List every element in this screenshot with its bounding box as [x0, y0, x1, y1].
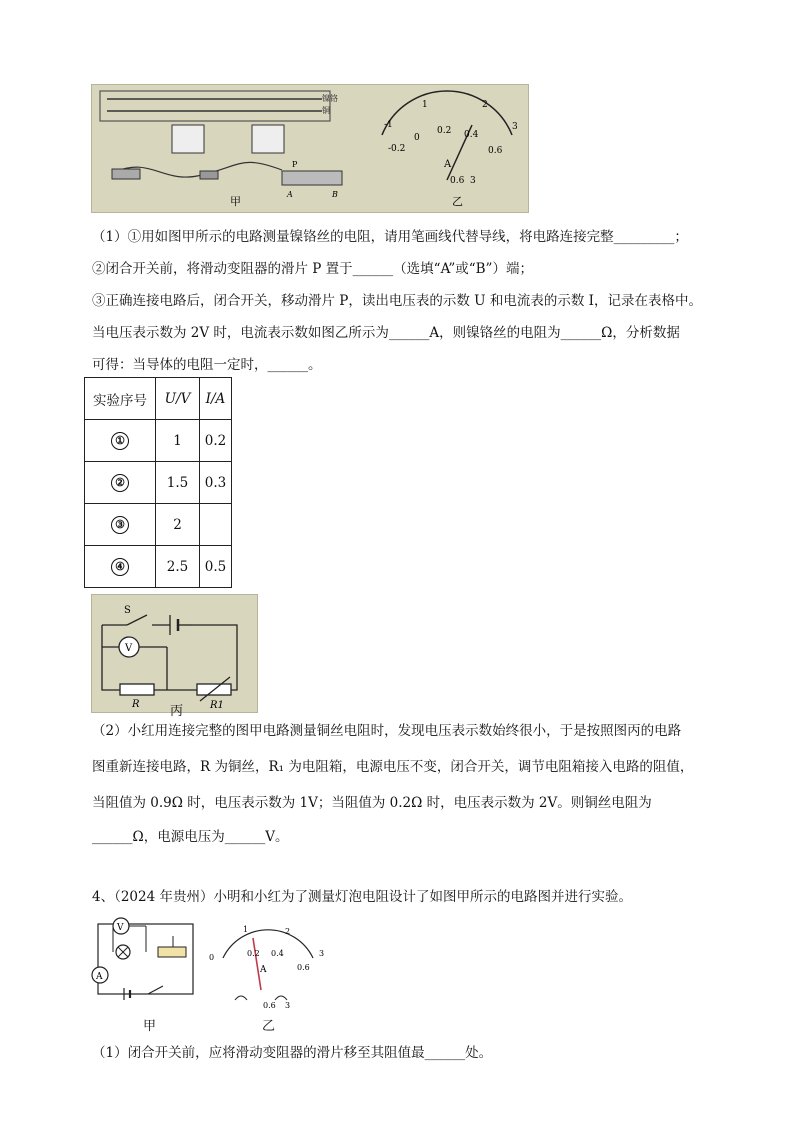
svg-text:0: 0 — [209, 953, 215, 962]
ammeter-photo — [252, 125, 284, 153]
svg-text:0.6: 0.6 — [297, 963, 310, 972]
q1-line-2: ②闭合开关前，将滑动变阻器的滑片 P 置于______（选填“A”或“B”）端； — [92, 261, 533, 277]
table-cell: 1 — [156, 420, 200, 462]
q2-line-1: （2）小红用连接完整的图甲电路测量铜丝电阻时，发现电压表示数始终很小，于是按照图丙的电路 — [92, 723, 682, 739]
table-cell: 2.5 — [156, 546, 200, 588]
battery-photo — [112, 169, 140, 179]
switch-s — [127, 615, 147, 625]
q2-line-3: 当阻值为 0.9Ω 时，电压表示数为 1V；当阻值为 0.2Ω 时，电压表示数为 2V。则铜丝电阻为 — [92, 795, 652, 811]
svg-text:0.2: 0.2 — [247, 949, 260, 958]
resistor-r — [120, 684, 154, 695]
svg-text:0.6: 0.6 — [488, 146, 503, 156]
svg-text:0.4: 0.4 — [271, 949, 284, 958]
table-row — [85, 504, 232, 546]
switch-photo — [200, 171, 218, 179]
table-cell-index: ① — [111, 432, 129, 450]
table-header: U/V — [156, 378, 200, 420]
circuit-photo-drawing — [92, 85, 528, 212]
svg-text:A: A — [444, 159, 452, 170]
ammeter-scale-arc — [223, 930, 313, 958]
table-cell: 0.2 — [200, 420, 232, 462]
q1-line-5: 可得：当导体的电阻一定时，______。 — [92, 357, 322, 373]
circuit-bing-drawing — [92, 595, 257, 712]
svg-text:R1: R1 — [210, 700, 224, 711]
table-header-row — [85, 378, 232, 420]
svg-text:A: A — [287, 190, 293, 199]
svg-text:V: V — [117, 923, 124, 933]
svg-text:0.4: 0.4 — [464, 130, 479, 140]
svg-text:1: 1 — [422, 100, 428, 110]
table-cell — [200, 504, 232, 546]
rheostat-photo — [282, 171, 342, 185]
fig-label-yi: 乙 — [452, 195, 463, 208]
table-cell-index: ④ — [111, 558, 129, 576]
table-row — [85, 546, 232, 588]
q1-line-4: 当电压表示数为 2V 时，电流表示数如图乙所示为______A，则镍铬丝的电阻为______Ω，分析数据 — [92, 325, 680, 341]
table-cell: 1.5 — [156, 462, 200, 504]
switch-symbol — [148, 986, 163, 994]
svg-text:-0.2: -0.2 — [388, 144, 406, 154]
svg-text:S: S — [124, 605, 131, 616]
svg-text:3: 3 — [285, 1001, 291, 1010]
voltmeter-photo — [172, 125, 204, 153]
svg-text:-1: -1 — [384, 120, 393, 130]
table-cell: 2 — [156, 504, 200, 546]
fig-label-jia-2: 甲 — [143, 1019, 157, 1034]
svg-text:A: A — [96, 972, 103, 982]
svg-text:3: 3 — [512, 122, 518, 132]
svg-text:3: 3 — [319, 949, 325, 958]
table-row — [85, 462, 232, 504]
q4-sub-1: （1）闭合开关前，应将滑动变阻器的滑片移至其阻值最______处。 — [92, 1045, 493, 1061]
svg-text:2: 2 — [482, 100, 488, 110]
svg-text:1: 1 — [243, 925, 249, 934]
table-cell: 0.3 — [200, 462, 232, 504]
table-header: 实验序号 — [85, 378, 156, 420]
circuit-photo-bing — [91, 594, 258, 713]
fig-label-jia: 甲 — [230, 195, 241, 208]
q4-line-1: 4、（2024 年贵州）小明和小红为了测量灯泡电阻设计了如图甲所示的电路图并进行实验。 — [92, 889, 632, 905]
svg-text:0.6: 0.6 — [263, 1001, 276, 1010]
svg-text:0.6: 0.6 — [450, 176, 465, 186]
wire-label-nichrome: 镍铬 — [322, 94, 338, 103]
rheostat-symbol — [158, 947, 186, 957]
svg-text:2: 2 — [285, 927, 291, 936]
table-header: I/A — [200, 378, 232, 420]
svg-text:0: 0 — [414, 133, 420, 143]
svg-text:3: 3 — [470, 176, 476, 186]
svg-text:R: R — [132, 699, 140, 710]
svg-text:B: B — [332, 190, 338, 199]
circuit-diagram-jia — [88, 916, 208, 1008]
q2-line-4: ______Ω，电源电压为______V。 — [92, 829, 289, 845]
q2-line-2: 图重新连接电路，R 为铜丝，R₁ 为电阻箱，电源电压不变，闭合开关，调节电阻箱接入电路的阻值， — [92, 759, 694, 775]
ammeter-dial-yi — [205, 920, 330, 1010]
fig-label-bing: 丙 — [170, 704, 184, 719]
svg-text:V: V — [125, 643, 133, 654]
wire-label-copper: 铜 — [322, 106, 330, 115]
svg-text:0.2: 0.2 — [437, 126, 452, 136]
q1-line-1: （1）①用如图甲所示的电路测量镍铬丝的电阻，请用笔画线代替导线，将电路连接完整_________； — [92, 229, 688, 245]
svg-text:P: P — [292, 160, 298, 169]
table-row — [85, 420, 232, 462]
fig-label-yi-2: 乙 — [262, 1019, 276, 1034]
svg-text:A: A — [260, 965, 267, 975]
table-cell: 0.5 — [200, 546, 232, 588]
table-cell-index: ② — [111, 474, 129, 492]
data-table — [84, 377, 232, 588]
q1-line-3: ③正确连接电路后，闭合开关，移动滑片 P，读出电压表的示数 U 和电流表的示数 I，记录在表格中。 — [92, 293, 702, 309]
circuit-photo-jia-yi — [91, 84, 529, 213]
table-cell-index: ③ — [111, 516, 129, 534]
ammeter-needle — [253, 938, 261, 990]
